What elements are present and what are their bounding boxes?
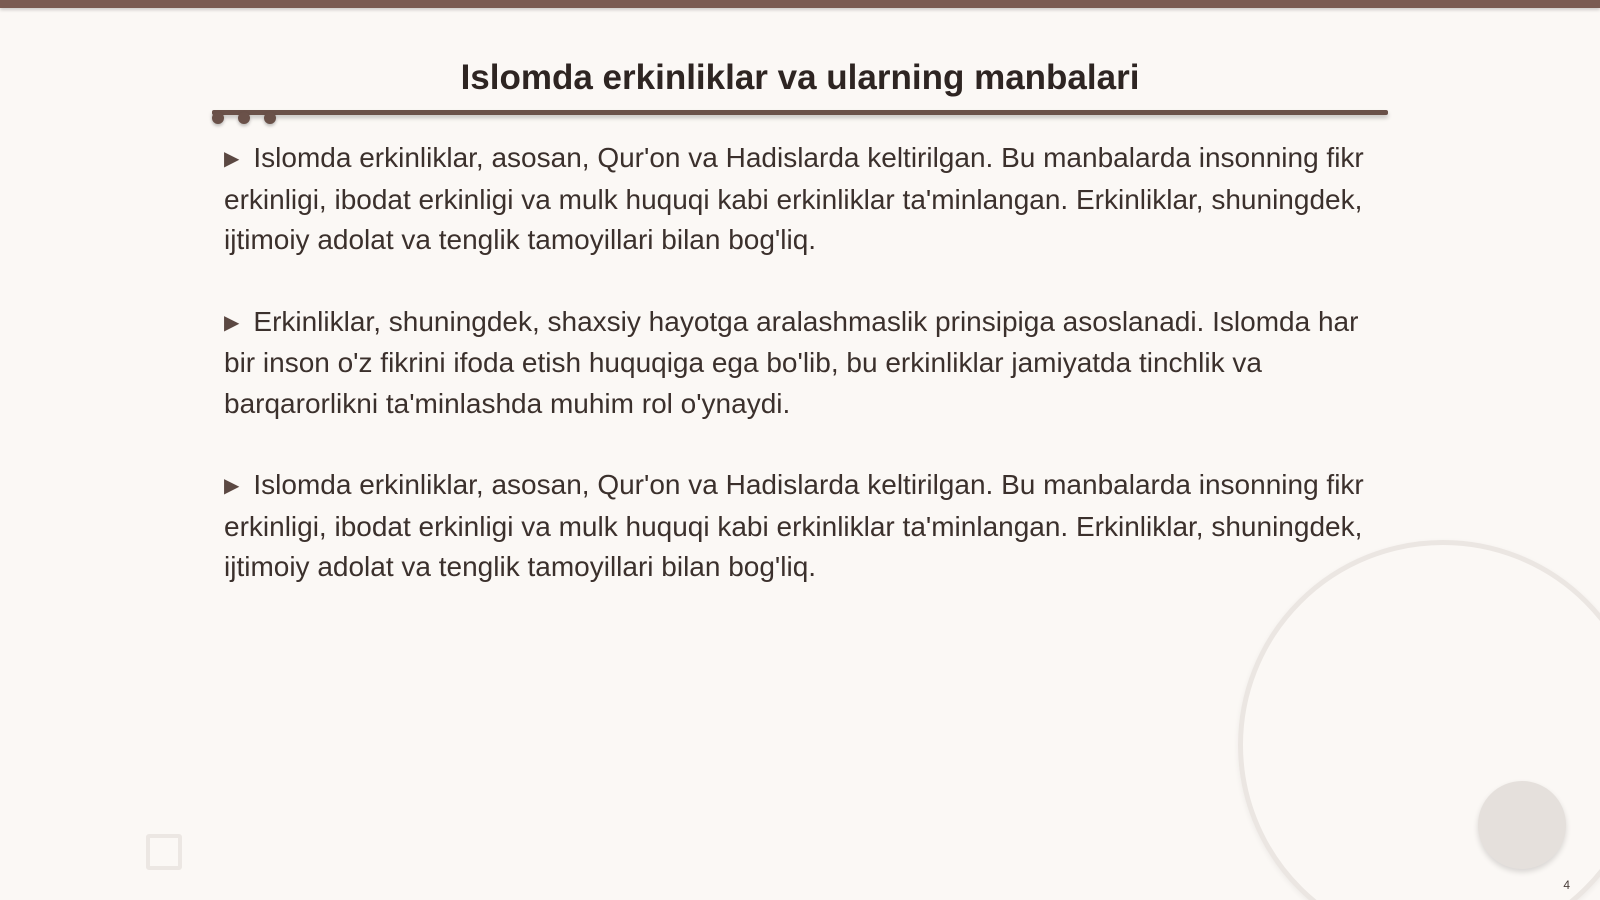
bullet-text: Islomda erkinliklar, asosan, Qur'on va Hadislarda keltirilgan. Bu manbalarda insonning fikr erkinligi, ibodat erkinligi va mulk huquqi kabi erkinliklar ta'minlangan. Erkinliklar, shuningdek, ijtimoiy adolat va tenglik tamoyillari bilan bog'liq. [224, 142, 1364, 255]
bullet-arrow-icon: ▶ [224, 148, 240, 170]
slide-number: 4 [1563, 878, 1570, 892]
decorative-dot [212, 112, 224, 124]
top-accent-bar [0, 0, 1600, 8]
decorative-dot [238, 112, 250, 124]
bullet-paragraph [224, 302, 1374, 425]
slide-title: Islomda erkinliklar va ularning manbalari [460, 58, 1140, 97]
bullet-paragraph [224, 138, 1374, 261]
title-divider [212, 110, 1388, 115]
decorative-square [146, 834, 182, 870]
bullet-text: Erkinliklar, shuningdek, shaxsiy hayotga aralashmaslik prinsipiga asoslanadi. Islomda har bir inson o'z fikrini ifoda etish huquqiga ega bo'lib, bu erkinliklar jamiyatda tinchlik va barqarorlikni ta'minlashda muhim rol o'ynaydi. [224, 305, 1359, 419]
bullet-paragraph [224, 465, 1374, 588]
bullet-arrow-icon: ▶ [224, 311, 240, 334]
bullet-arrow-icon: ▶ [224, 475, 240, 497]
slide-body [224, 138, 1374, 629]
decorative-dot [264, 112, 276, 124]
bullet-text: Islomda erkinliklar, asosan, Qur'on va Hadislarda keltirilgan. Bu manbalarda insonning fikr erkinligi, ibodat erkinligi va mulk huquqi kabi erkinliklar ta'minlangan. Erkinliklar, shuningdek, ijtimoiy adolat va tenglik tamoyillari bilan bog'liq. [224, 469, 1364, 582]
decorative-circle [1478, 781, 1566, 869]
